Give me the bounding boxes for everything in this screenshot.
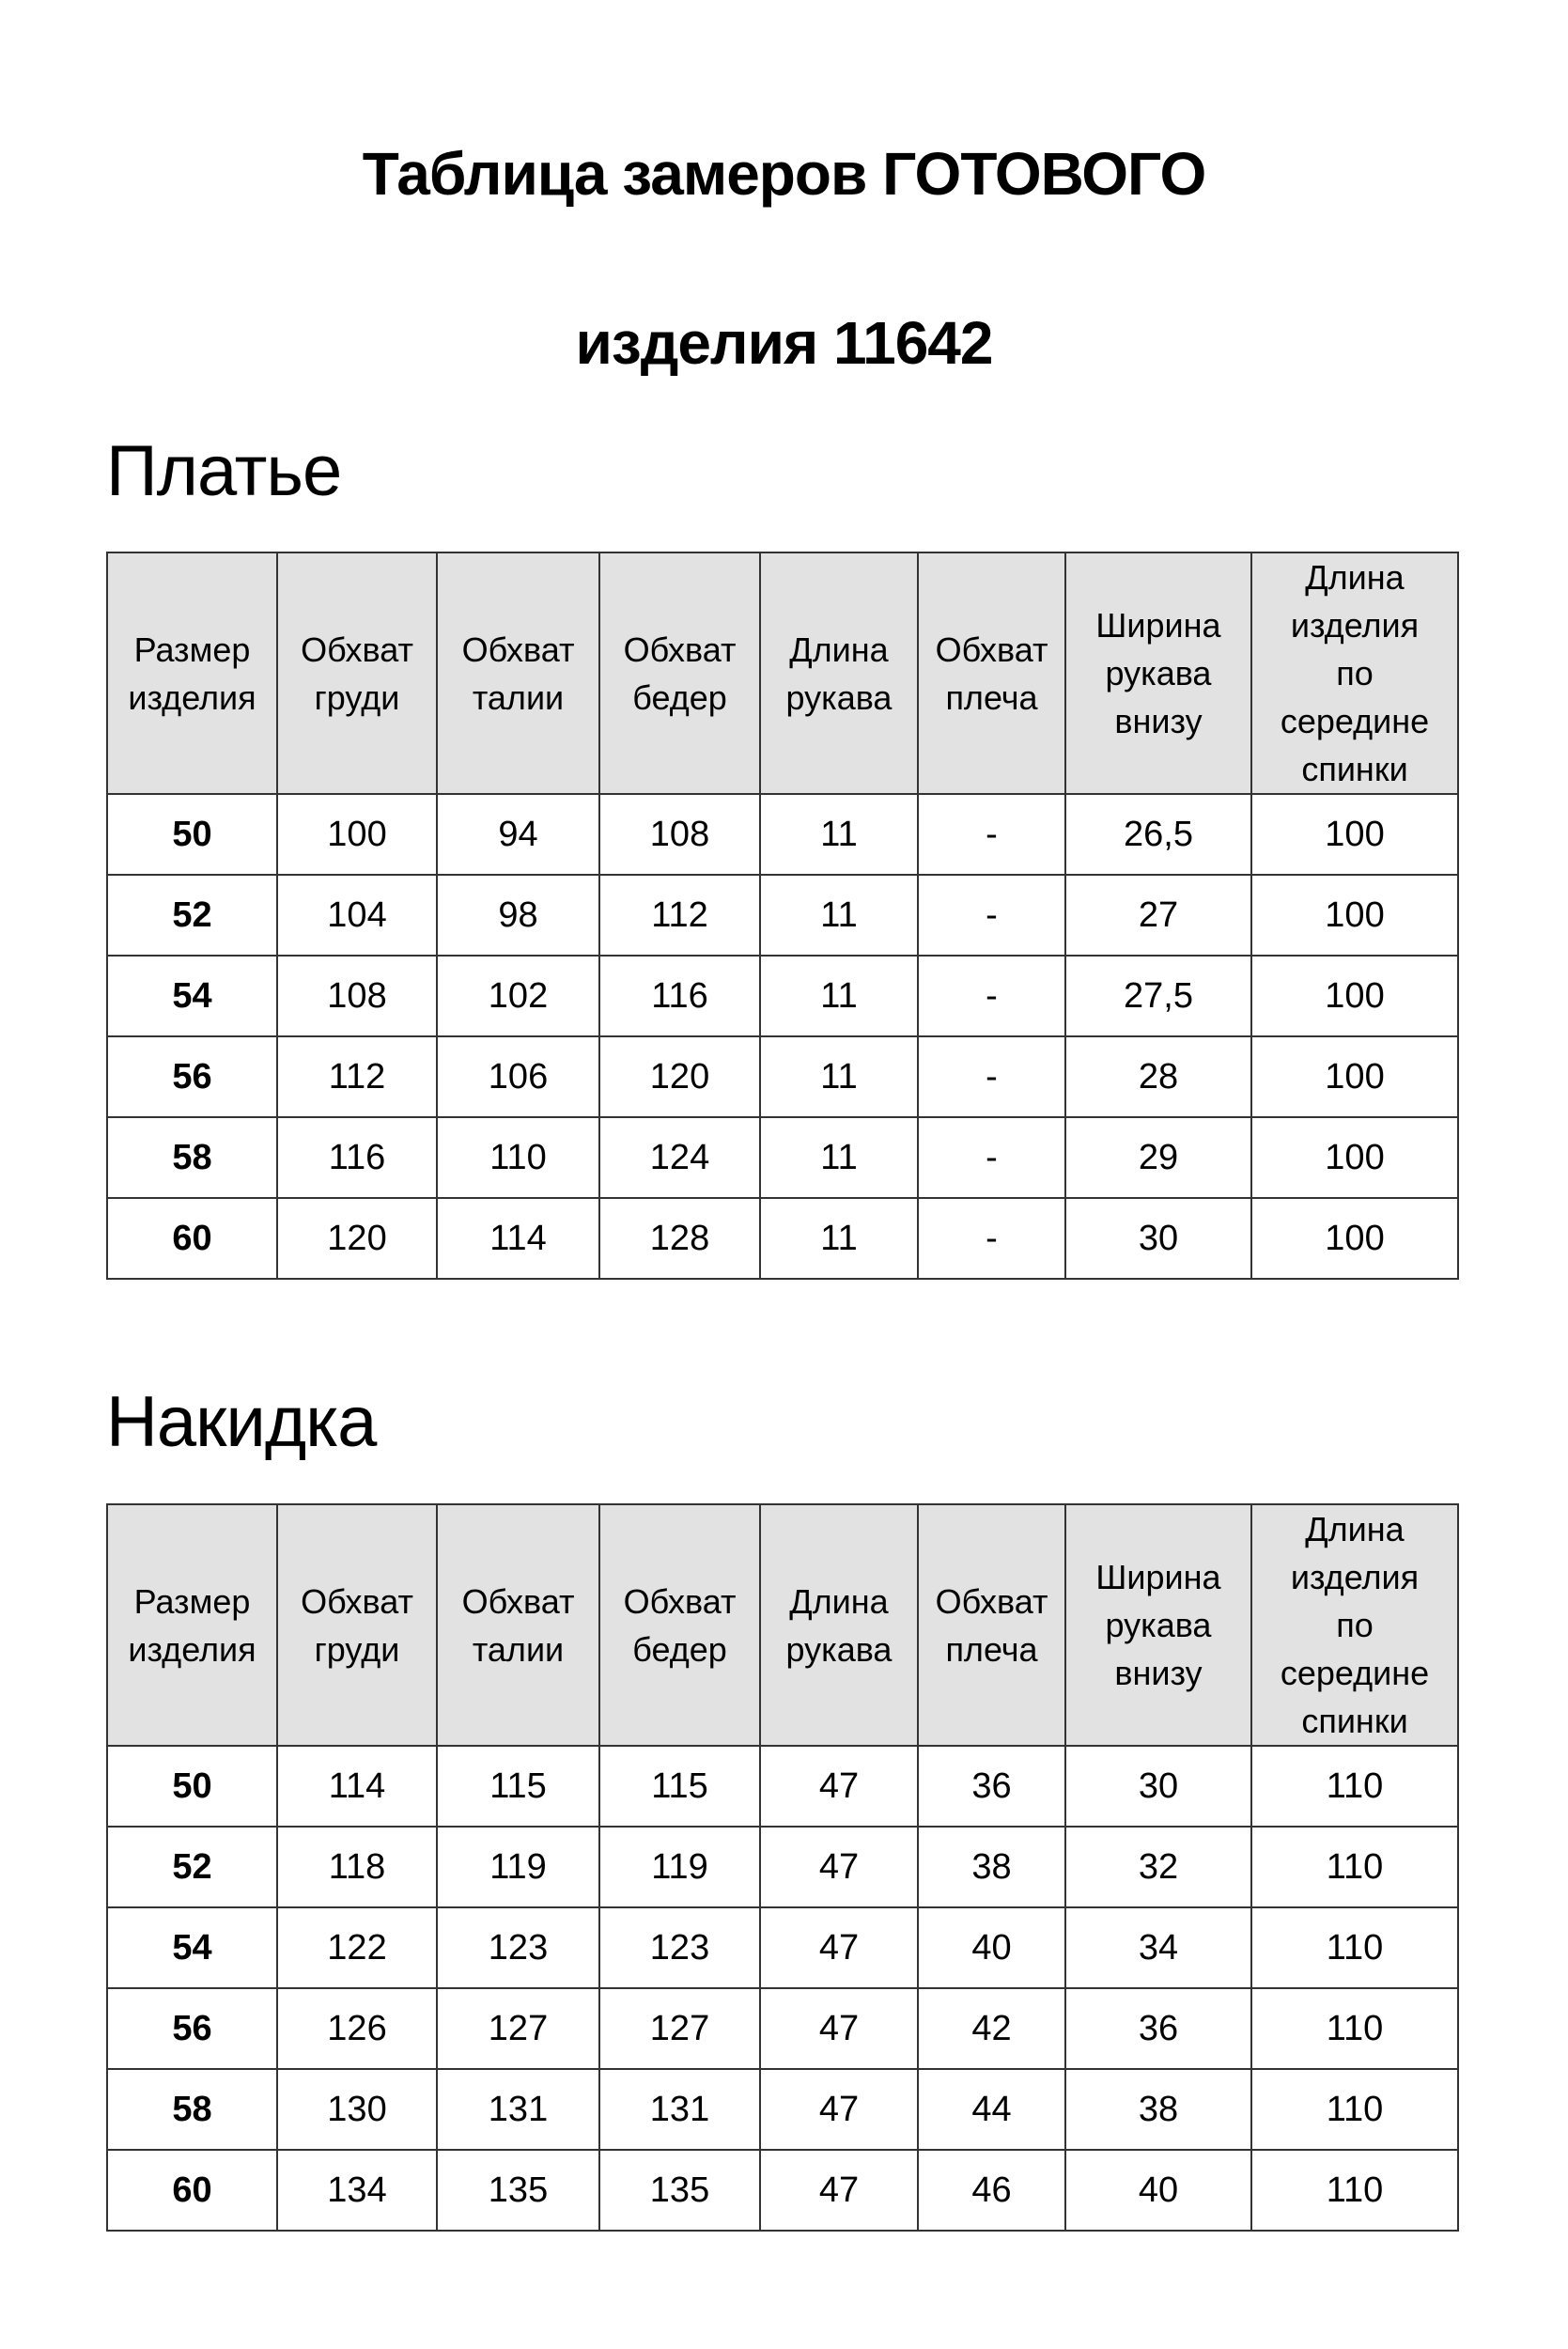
measurement-cell: 47 — [760, 2069, 918, 2150]
column-header — [1251, 552, 1458, 794]
measurement-cell: 40 — [1065, 2150, 1251, 2231]
column-header-line: плеча — [945, 677, 1038, 717]
column-header-line: Длина — [789, 630, 889, 669]
measurement-cell: 32 — [1065, 1827, 1251, 1907]
column-header-line: Обхват — [301, 1581, 413, 1621]
measurement-cell: 44 — [918, 2069, 1065, 2150]
column-header-line: изделия — [128, 677, 256, 717]
measurement-cell: 122 — [277, 1907, 437, 1988]
measurement-cell: 116 — [277, 1117, 437, 1198]
column-header-line: рукава — [1105, 654, 1212, 692]
measurement-cell: 119 — [437, 1827, 599, 1907]
measurement-cell: 100 — [1251, 1036, 1458, 1117]
measurement-cell: 11 — [760, 875, 918, 956]
column-header-line: Обхват — [935, 630, 1048, 669]
measurement-cell: 36 — [918, 1746, 1065, 1827]
measurement-cell: 131 — [599, 2069, 760, 2150]
table-row — [107, 875, 1458, 956]
column-header — [1065, 552, 1251, 794]
measurement-cell: 112 — [599, 875, 760, 956]
measurement-cell: 115 — [599, 1746, 760, 1827]
measurement-cell: 110 — [1251, 1988, 1458, 2069]
column-header-line: внизу — [1114, 1654, 1203, 1692]
column-header — [277, 552, 437, 794]
size-cell: 54 — [107, 1907, 277, 1988]
measurement-cell: 123 — [437, 1907, 599, 1988]
column-header-line: Размер — [133, 1581, 251, 1621]
column-header — [1251, 1504, 1458, 1746]
measurement-cell: 135 — [437, 2150, 599, 2231]
measurement-cell: 100 — [1251, 1117, 1458, 1198]
measurement-cell: 47 — [760, 2150, 918, 2231]
column-header-line: Ширина — [1095, 606, 1221, 645]
measurement-cell: 100 — [1251, 794, 1458, 875]
size-cell: 52 — [107, 1827, 277, 1907]
table-row — [107, 1988, 1458, 2069]
measurement-cell: 104 — [277, 875, 437, 956]
column-header — [599, 1504, 760, 1746]
measurement-cell: - — [918, 1198, 1065, 1279]
size-cell: 56 — [107, 1036, 277, 1117]
measurement-cell: 11 — [760, 1117, 918, 1198]
measurement-cell: 40 — [918, 1907, 1065, 1988]
column-header-line: плеча — [945, 1629, 1038, 1669]
column-header-line: талии — [472, 677, 565, 717]
column-header-line: Ширина — [1095, 1558, 1221, 1596]
column-header — [599, 552, 760, 794]
measurement-cell: 112 — [277, 1036, 437, 1117]
column-header — [107, 552, 277, 794]
measurement-cell: 47 — [760, 1746, 918, 1827]
table-row — [107, 1036, 1458, 1117]
measurement-cell: 30 — [1065, 1198, 1251, 1279]
column-header-line: Обхват — [461, 630, 575, 669]
size-table-cape — [106, 1503, 1459, 2232]
measurement-cell: 47 — [760, 1827, 918, 1907]
measurement-cell: 46 — [918, 2150, 1065, 2231]
column-header-line: талии — [472, 1629, 565, 1669]
measurement-cell: 110 — [1251, 1907, 1458, 1988]
table-row — [107, 1198, 1458, 1279]
column-header — [760, 552, 918, 794]
measurement-cell: - — [918, 875, 1065, 956]
column-header-line: середине — [1280, 1654, 1430, 1692]
measurement-cell: 134 — [277, 2150, 437, 2231]
column-header-line: рукава — [785, 677, 893, 717]
column-header-line: Длина — [1305, 558, 1405, 597]
section-title-dress: Платье — [106, 431, 342, 511]
measurement-cell: 27,5 — [1065, 956, 1251, 1036]
measurement-cell: 115 — [437, 1746, 599, 1827]
measurement-cell: 110 — [1251, 2150, 1458, 2231]
measurement-cell: 120 — [599, 1036, 760, 1117]
column-header — [107, 1504, 277, 1746]
column-header-line: изделия — [128, 1629, 256, 1669]
column-header-line: бедер — [632, 677, 727, 717]
table-header-row — [107, 552, 1458, 794]
measurement-cell: 11 — [760, 794, 918, 875]
measurement-cell: 11 — [760, 1198, 918, 1279]
column-header-line: Обхват — [623, 630, 737, 669]
column-header-line: бедер — [632, 1629, 727, 1669]
size-cell: 52 — [107, 875, 277, 956]
measurement-cell: 98 — [437, 875, 599, 956]
measurement-cell: 38 — [918, 1827, 1065, 1907]
measurement-cell: 11 — [760, 1036, 918, 1117]
section-title-cape: Накидка — [106, 1382, 377, 1462]
column-header-line: Размер — [133, 630, 251, 669]
measurement-cell: 110 — [1251, 2069, 1458, 2150]
column-header-line: груди — [314, 1629, 400, 1669]
column-header — [437, 1504, 599, 1746]
measurement-cell: 110 — [1251, 1746, 1458, 1827]
measurement-cell: 47 — [760, 1988, 918, 2069]
column-header-line: по — [1336, 1606, 1374, 1644]
measurement-cell: 131 — [437, 2069, 599, 2150]
table-row — [107, 794, 1458, 875]
size-cell: 58 — [107, 2069, 277, 2150]
measurement-cell: 38 — [1065, 2069, 1251, 2150]
column-header — [1065, 1504, 1251, 1746]
column-header-line: груди — [314, 677, 400, 717]
table-row — [107, 956, 1458, 1036]
measurement-cell: - — [918, 1117, 1065, 1198]
column-header-line: спинки — [1301, 750, 1408, 788]
column-header — [918, 1504, 1065, 1746]
measurement-cell: 110 — [1251, 1827, 1458, 1907]
measurement-cell: 123 — [599, 1907, 760, 1988]
table-row — [107, 1746, 1458, 1827]
size-table-dress — [106, 552, 1459, 1280]
measurement-cell: 116 — [599, 956, 760, 1036]
table-header-row — [107, 1504, 1458, 1746]
table-row — [107, 1117, 1458, 1198]
measurement-cell: 29 — [1065, 1117, 1251, 1198]
column-header-line: изделия — [1290, 606, 1420, 645]
size-cell: 50 — [107, 1746, 277, 1827]
column-header — [437, 552, 599, 794]
column-header-line: рукава — [785, 1629, 893, 1669]
measurement-cell: 34 — [1065, 1907, 1251, 1988]
measurement-cell: 110 — [437, 1117, 599, 1198]
column-header-line: Длина — [789, 1581, 889, 1621]
measurement-cell: 128 — [599, 1198, 760, 1279]
measurement-cell: 119 — [599, 1827, 760, 1907]
column-header — [760, 1504, 918, 1746]
column-header-line: Длина — [1305, 1510, 1405, 1548]
column-header-line: Обхват — [301, 630, 413, 669]
measurement-cell: - — [918, 794, 1065, 875]
measurement-cell: 135 — [599, 2150, 760, 2231]
size-cell: 50 — [107, 794, 277, 875]
measurement-cell: 100 — [1251, 956, 1458, 1036]
measurement-cell: 28 — [1065, 1036, 1251, 1117]
measurement-cell: 36 — [1065, 1988, 1251, 2069]
document-title-line1: Таблица замеров ГОТОВОГО — [362, 140, 1206, 208]
document-title-line2: изделия 11642 — [575, 309, 993, 377]
measurement-cell: 30 — [1065, 1746, 1251, 1827]
measurement-cell: 127 — [437, 1988, 599, 2069]
column-header-line: Обхват — [623, 1581, 737, 1621]
measurement-cell: - — [918, 956, 1065, 1036]
table-row — [107, 1907, 1458, 1988]
measurement-cell: - — [918, 1036, 1065, 1117]
table-row — [107, 2150, 1458, 2231]
column-header — [918, 552, 1065, 794]
column-header-line: по — [1336, 654, 1374, 692]
measurement-cell: 100 — [1251, 1198, 1458, 1279]
measurement-cell: 106 — [437, 1036, 599, 1117]
measurement-cell: 102 — [437, 956, 599, 1036]
measurement-cell: 120 — [277, 1198, 437, 1279]
measurement-cell: 127 — [599, 1988, 760, 2069]
measurement-cell: 124 — [599, 1117, 760, 1198]
column-header-line: Обхват — [461, 1581, 575, 1621]
size-cell: 60 — [107, 1198, 277, 1279]
size-cell: 54 — [107, 956, 277, 1036]
measurement-cell: 26,5 — [1065, 794, 1251, 875]
measurement-cell: 94 — [437, 794, 599, 875]
column-header-line: середине — [1280, 702, 1430, 740]
column-header-line: спинки — [1301, 1702, 1408, 1740]
measurement-cell: 118 — [277, 1827, 437, 1907]
size-cell: 58 — [107, 1117, 277, 1198]
column-header-line: внизу — [1114, 702, 1203, 740]
measurement-cell: 100 — [277, 794, 437, 875]
measurement-cell: 11 — [760, 956, 918, 1036]
measurement-cell: 47 — [760, 1907, 918, 1988]
column-header-line: рукава — [1105, 1606, 1212, 1644]
measurement-cell: 126 — [277, 1988, 437, 2069]
measurement-cell: 114 — [277, 1746, 437, 1827]
measurement-cell: 42 — [918, 1988, 1065, 2069]
measurement-cell: 130 — [277, 2069, 437, 2150]
table-row — [107, 2069, 1458, 2150]
size-cell: 60 — [107, 2150, 277, 2231]
measurement-cell: 108 — [277, 956, 437, 1036]
column-header — [277, 1504, 437, 1746]
measurement-cell: 114 — [437, 1198, 599, 1279]
size-cell: 56 — [107, 1988, 277, 2069]
column-header-line: Обхват — [935, 1581, 1048, 1621]
column-header-line: изделия — [1290, 1558, 1420, 1596]
measurement-cell: 27 — [1065, 875, 1251, 956]
measurement-cell: 100 — [1251, 875, 1458, 956]
measurement-cell: 108 — [599, 794, 760, 875]
table-row — [107, 1827, 1458, 1907]
